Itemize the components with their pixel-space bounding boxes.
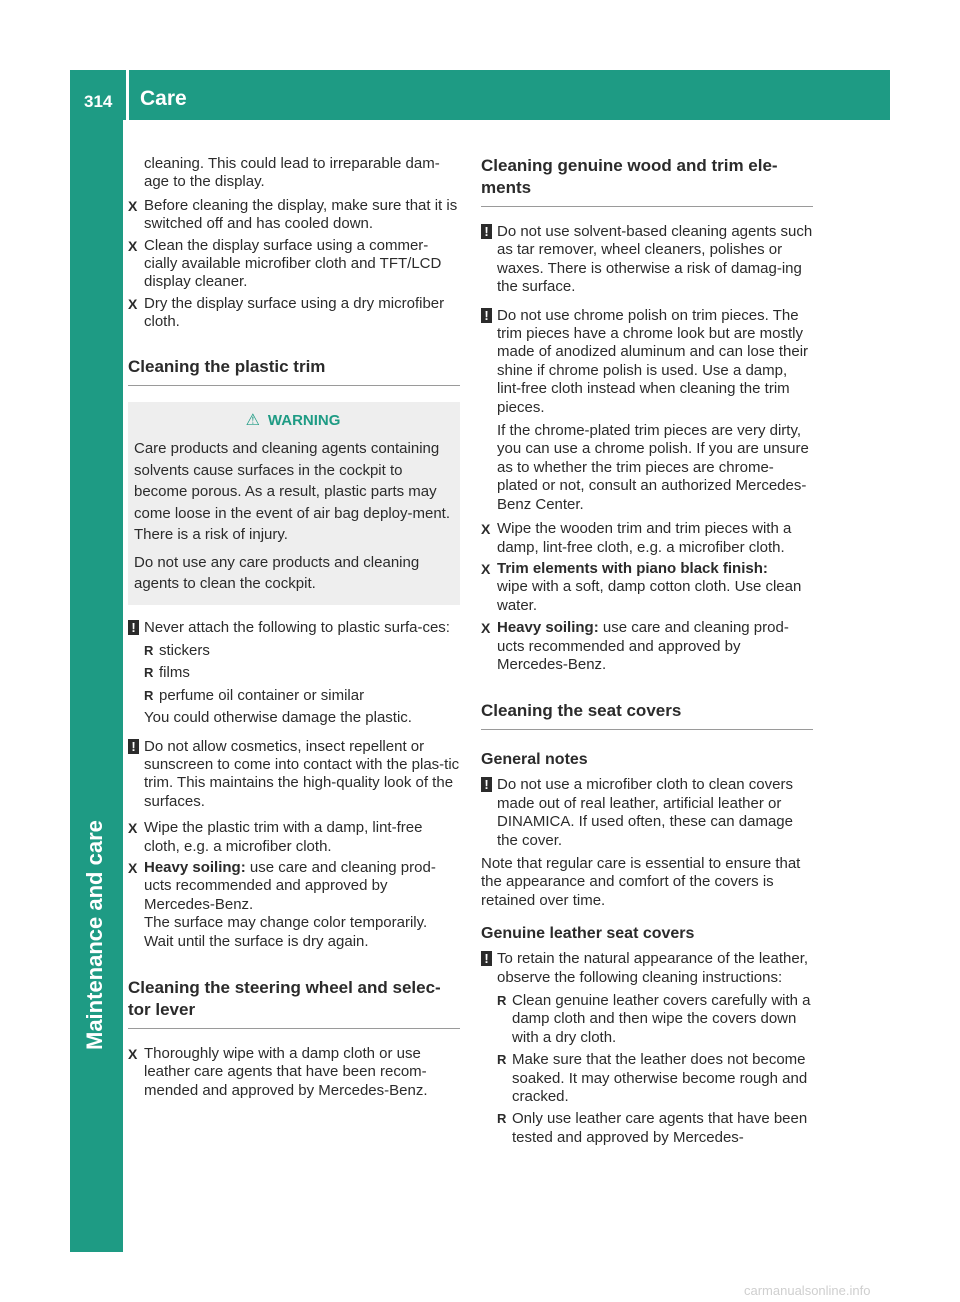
continued-text: cleaning. This could lead to irreparable dam-age to the display. bbox=[144, 155, 440, 191]
left-column bbox=[128, 155, 460, 1103]
step-item: X Before cleaning the display, make sure that it is switched off and has cooled down. bbox=[128, 196, 458, 233]
heading-plastic-trim: Cleaning the plastic trim bbox=[128, 356, 326, 376]
exclamation-icon: ! bbox=[481, 224, 492, 239]
note-item: ! Do not use a microfiber cloth to clean covers made out of real leather, artificial leather or DINAMICA. If used often, these can damage the cover. bbox=[481, 776, 813, 850]
note-followup: You could otherwise damage the plastic. bbox=[144, 709, 412, 727]
warning-triangle-icon: ⚠ bbox=[245, 411, 260, 429]
heading-wood-trim: Cleaning genuine wood and trim ele-ments bbox=[481, 156, 778, 197]
note-item: ! Do not allow cosmetics, insect repellent or sunscreen to come into contact with the plas-tic trim. This maintains the high-quality look of the surfaces. bbox=[128, 738, 460, 812]
watermark: carmanualsonline.info bbox=[744, 1283, 871, 1298]
step-arrow-icon: X bbox=[481, 620, 491, 637]
step-item: X Wipe the plastic trim with a damp, lint-free cloth, e.g. a microfiber cloth. bbox=[128, 819, 423, 855]
exclamation-icon: ! bbox=[481, 777, 492, 792]
step-arrow-icon: X bbox=[128, 237, 138, 254]
bullet-item: R perfume oil container or similar bbox=[144, 686, 365, 704]
step-arrow-icon: X bbox=[481, 560, 491, 577]
step-item: X Wipe the wooden trim and trim pieces with a damp, lint-free cloth, e.g. a microfiber cloth. bbox=[481, 520, 792, 556]
step-arrow-icon: X bbox=[481, 521, 491, 538]
step-arrow-icon: X bbox=[128, 820, 138, 837]
note-item: ! To retain the natural appearance of the leather, observe the following cleaning instructions: bbox=[481, 950, 813, 987]
heading-leather-covers: Genuine leather seat covers bbox=[481, 925, 695, 943]
bullet-icon: R bbox=[144, 687, 154, 703]
step-extra: wipe with a soft, damp cotton cloth. Use clean water. bbox=[497, 578, 802, 614]
heading-rule bbox=[128, 385, 460, 386]
exclamation-icon: ! bbox=[481, 308, 492, 323]
step-arrow-icon: X bbox=[128, 295, 138, 312]
warning-text: Do not use any care products and cleaning agents to clean the cockpit. bbox=[134, 553, 420, 593]
bullet-icon: R bbox=[144, 642, 154, 658]
bullet-icon: R bbox=[497, 1111, 507, 1127]
step-extra: The surface may change color temporarily. Wait until the surface is dry again. bbox=[144, 914, 428, 950]
general-text: Note that regular care is essential to ensure that the appearance and comfort of the covers is retained over time. bbox=[481, 854, 801, 909]
heading-steering-wheel: Cleaning the steering wheel and selec-tor lever bbox=[128, 978, 441, 1020]
exclamation-icon: ! bbox=[128, 739, 139, 754]
header-divider bbox=[126, 70, 129, 120]
page-number: 314 bbox=[84, 92, 113, 111]
warning-text: Care products and cleaning agents containing solvents cause surfaces in the cockpit to become porous. As a result, plastic parts may come loose in the event of air bag deploy-ment. There is a risk of injury. bbox=[134, 440, 451, 544]
note-followup: If the chrome-plated trim pieces are very dirty, you can use a chrome polish. If you are unsure as to whether the trim pieces are chrome-plated or not, consult an authorized Mercedes-Benz Center. bbox=[497, 422, 809, 513]
sidebar-tab bbox=[70, 120, 123, 1252]
step-item: X Trim elements with piano black finish: bbox=[481, 559, 768, 577]
note-item: ! Do not use chrome polish on trim pieces. The trim pieces have a chrome look but are mostly made of anodized aluminum and can lose their shine if chrome polish is used. Use a damp, lint-free cloth instead when cleaning the trim pieces. bbox=[481, 307, 813, 417]
heading-rule bbox=[481, 729, 813, 730]
exclamation-icon: ! bbox=[481, 951, 492, 966]
step-arrow-icon: X bbox=[128, 197, 138, 214]
step-arrow-icon: X bbox=[128, 860, 138, 877]
heading-general-notes: General notes bbox=[481, 751, 588, 769]
bullet-icon: R bbox=[497, 1052, 507, 1068]
bullet-icon: R bbox=[497, 993, 507, 1008]
bullet-item: R stickers bbox=[144, 641, 210, 659]
step-item: X Dry the display surface using a dry microfiber cloth. bbox=[128, 294, 445, 331]
bullet-item: R films bbox=[144, 664, 190, 682]
bullet-icon: R bbox=[144, 665, 154, 681]
heading-seat-covers: Cleaning the seat covers bbox=[481, 701, 682, 721]
page-header bbox=[70, 70, 890, 120]
step-item: X Thoroughly wipe with a damp cloth or use leather care agents that have been recom-mended and approved by Mercedes-Benz. bbox=[128, 1045, 428, 1099]
bullet-item: R Clean genuine leather covers carefully with a damp cloth and then wipe the covers down with a dry cloth. bbox=[497, 992, 811, 1046]
step-arrow-icon: X bbox=[128, 1046, 138, 1063]
heading-rule bbox=[128, 1028, 460, 1029]
step-item: X Clean the display surface using a commer-cially available microfiber cloth and TFT/LCD display cleaner. bbox=[128, 236, 442, 291]
step-item: X Heavy soiling: use care and cleaning prod-ucts recommended and approved by Mercedes-Benz. bbox=[128, 859, 436, 913]
note-item: ! Never attach the following to plastic surfa-ces: bbox=[128, 619, 460, 637]
heading-rule bbox=[481, 206, 813, 207]
note-item: ! Do not use solvent-based cleaning agents such as tar remover, wheel cleaners, polishes or waxes. There is otherwise a risk of damag-ing the surface. bbox=[481, 223, 813, 297]
right-column bbox=[481, 155, 813, 1151]
bullet-item: R Make sure that the leather does not become soaked. It may otherwise become rough and cracked. bbox=[497, 1051, 808, 1106]
warning-box bbox=[128, 402, 460, 605]
section-title: Care bbox=[140, 87, 187, 110]
exclamation-icon: ! bbox=[128, 620, 139, 635]
bullet-item: R Only use leather care agents that have been tested and approved by Mercedes- bbox=[497, 1110, 808, 1146]
step-item: X Heavy soiling: use care and cleaning prod-ucts recommended and approved by Mercedes-Benz. bbox=[481, 619, 789, 673]
warning-title: ⚠ WARNING bbox=[245, 411, 341, 429]
sidebar-label: Maintenance and care bbox=[82, 820, 107, 1050]
